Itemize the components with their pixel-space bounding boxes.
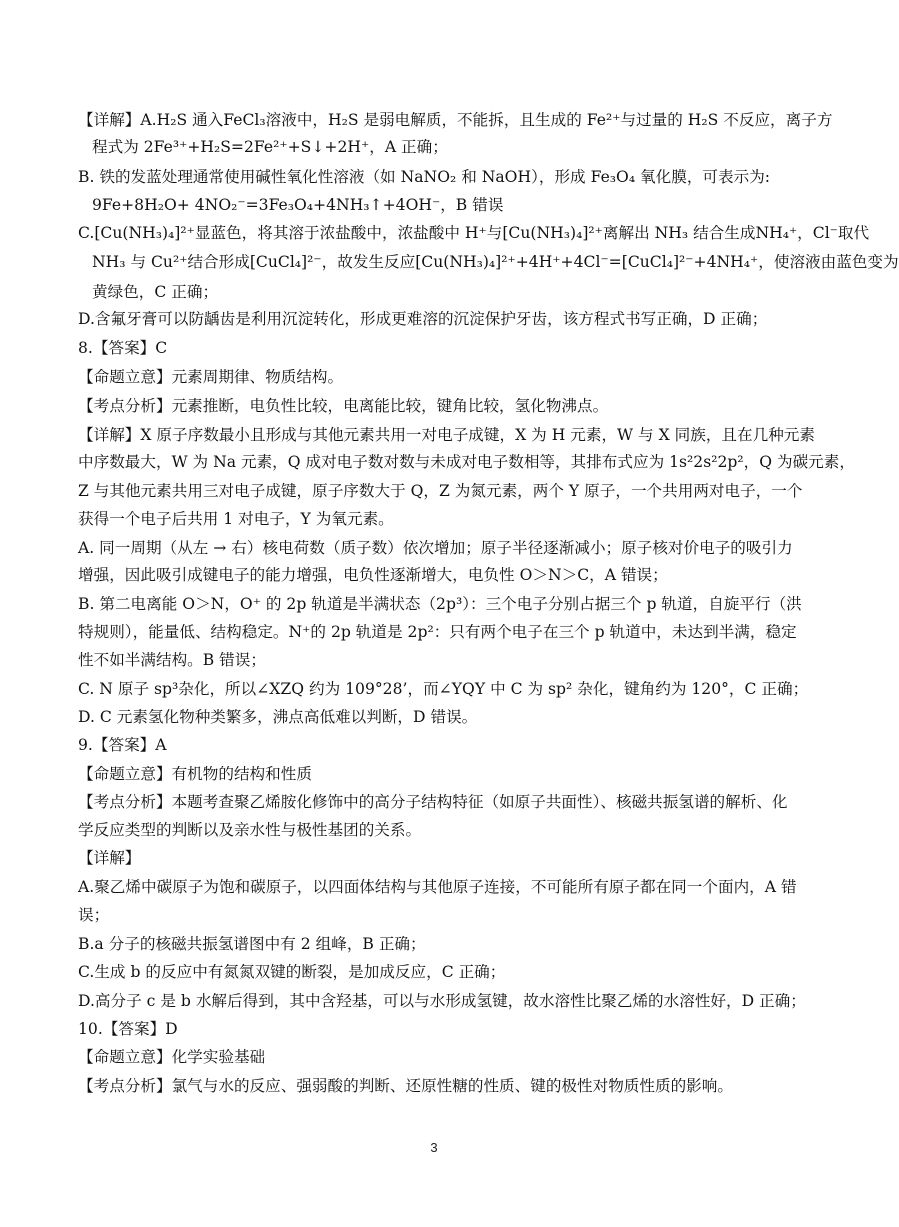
text-line: 【考点分析】本题考查聚乙烯胺化修饰中的高分子结构特征（如原子共面性）、核磁共振氢谱的解析、化 <box>78 793 788 811</box>
text-line: 【命题立意】有机物的结构和性质 <box>78 765 312 783</box>
page-number: 3 <box>430 1140 438 1155</box>
text-line: D.含氟牙膏可以防龋齿是利用沉淀转化，形成更难溶的沉淀保护牙齿，该方程式书写正确，D 正确； <box>78 310 768 328</box>
text-line: 学反应类型的判断以及亲水性与极性基团的关系。 <box>78 821 422 839</box>
text-line: A. 同一周期（从左 → 右）核电荷数（质子数）依次增加；原子半径逐渐减小；原子核对价电子的吸引力 <box>78 539 793 557</box>
answer-heading: 8.【答案】C <box>78 339 168 357</box>
text-line: 获得一个电子后共用 1 对电子，Y 为氧元素。 <box>78 510 394 528</box>
text-line: 程式为 2Fe³⁺+H₂S=2Fe²⁺+S↓+2H⁺，A 正确； <box>92 138 448 156</box>
text-line: A.聚乙烯中碳原子为饱和碳原子，以四面体结构与其他原子连接，不可能所有原子都在同一个面内，A 错 <box>78 878 797 896</box>
text-line: B.a 分子的核磁共振氢谱图中有 2 组峰，B 正确； <box>78 935 426 953</box>
answer-heading: 10.【答案】D <box>78 1020 178 1038</box>
text-line: 【考点分析】氯气与水的反应、强弱酸的判断、还原性糖的性质、键的极性对物质性质的影响。 <box>78 1077 733 1095</box>
text-line: B. 第二电离能 O＞N，O⁺ 的 2p 轨道是半满状态（2p³）：三个电子分别占据三个 p 轨道，自旋平行（洪 <box>78 595 802 613</box>
text-line: 【详解】 <box>78 849 141 867</box>
text-line: 特规则），能量低、结构稳定。N⁺的 2p 轨道是 2p²：只有两个电子在三个 p 轨道中，未达到半满，稳定 <box>78 623 797 641</box>
text-line: D.高分子 c 是 b 水解后得到，其中含羟基，可以与水形成氢键，故水溶性比聚乙烯的水溶性好，D 正确； <box>78 992 806 1010</box>
text-line: 中序数最大，W 为 Na 元素，Q 成对电子数对数与未成对电子数相等，其排布式应为 1s²2s²2p²，Q 为碳元素， <box>78 453 855 471</box>
text-line: C. N 原子 sp³杂化，所以∠XZQ 约为 109°28’，而∠YQY 中 C 为 sp² 杂化，键角约为 120°，C 正确； <box>78 680 809 698</box>
text-line: B. 铁的发蓝处理通常使用碱性氧化性溶液（如 NaNO₂ 和 NaOH），形成 Fe₃O₄ 氧化膜，可表示为: <box>78 168 771 186</box>
text-line: 【详解】A.H₂S 通入FeCl₃溶液中，H₂S 是弱电解质，不能拆，且生成的 Fe²⁺与过量的 H₂S 不反应，离子方 <box>78 111 833 129</box>
text-line: C.生成 b 的反应中有氮氮双键的断裂，是加成反应，C 正确； <box>78 963 506 981</box>
text-line: 【考点分析】元素推断，电负性比较，电离能比较，键角比较，氢化物沸点。 <box>78 397 609 415</box>
text-line: 增强，因此吸引成键电子的能力增强，电负性逐渐增大，电负性 O＞N＞C，A 错误； <box>78 566 668 584</box>
answer-heading: 9.【答案】A <box>78 736 167 754</box>
text-line: 【命题立意】化学实验基础 <box>78 1048 266 1066</box>
text-line: 误； <box>78 906 110 924</box>
text-line: D. C 元素氢化物种类繁多，沸点高低难以判断，D 错误。 <box>78 708 478 726</box>
text-line: NH₃ 与 Cu²⁺结合形成[CuCl₄]²⁻，故发生反应[Cu(NH₃)₄]²⁺+4H⁺+4Cl⁻=[CuCl₄]²⁻+4NH₄⁺，使溶液由蓝色变为 <box>92 253 899 271</box>
text-line: Z 与其他元素共用三对电子成键，原子序数大于 Q，Z 为氮元素，两个 Y 原子，一个共用两对电子，一个 <box>78 482 803 500</box>
text-line: 9Fe+8H₂O+ 4NO₂⁻=3Fe₃O₄+4NH₃↑+4OH⁻，B 错误 <box>92 196 504 214</box>
text-line: 【命题立意】元素周期律、物质结构。 <box>78 368 344 386</box>
text-line: C.[Cu(NH₃)₄]²⁺显蓝色，将其溶于浓盐酸中，浓盐酸中 H⁺与[Cu(NH₃)₄]²⁺离解出 NH₃ 结合生成NH₄⁺，Cl⁻取代 <box>78 224 870 242</box>
text-line: 【详解】X 原子序数最小且形成与其他元素共用一对电子成键，X 为 H 元素，W 与 X 同族，且在几种元素 <box>78 426 815 444</box>
text-line: 黄绿色，C 正确； <box>92 283 219 301</box>
text-line: 性不如半满结构。B 错误； <box>78 651 266 669</box>
